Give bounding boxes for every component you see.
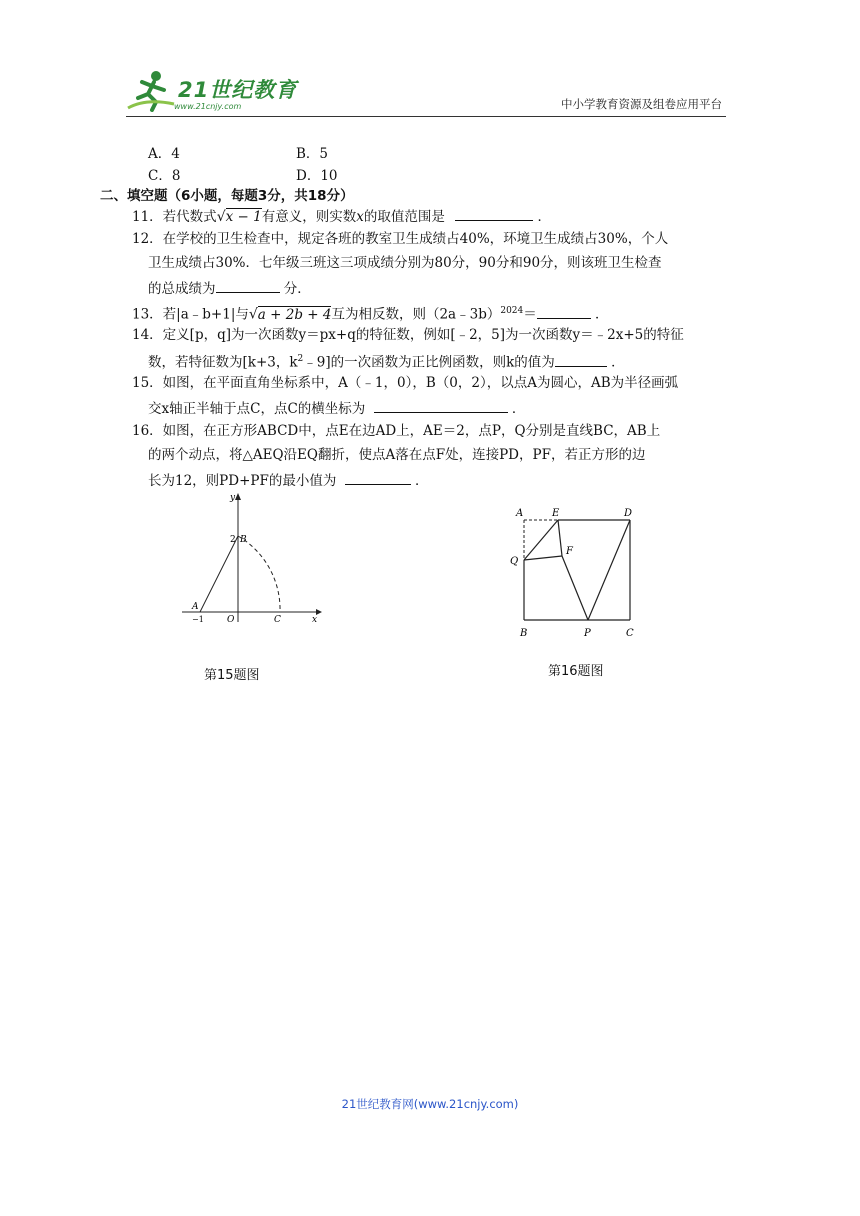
q12-answer-blank[interactable] — [216, 278, 280, 293]
question-16-line2: 的两个动点，将△AEQ沿EQ翻折，使点A落在点F处，连接PD，PF，若正方形的边 — [148, 447, 646, 463]
question-12-line2: 卫生成绩占30%．七年级三班这三项成绩分别为80分，90分和90分，则该班卫生检查 — [148, 255, 662, 271]
q11-radicand: x − 1 — [225, 209, 262, 225]
option-c: C．8 — [148, 168, 181, 184]
label-x: x — [312, 615, 318, 625]
q11-answer-blank[interactable] — [455, 206, 533, 221]
label-a: A — [516, 508, 524, 519]
question-14-line1: 14．定义[p，q]为一次函数y＝px+q的特征数，例如[﹣2，5]为一次函数y＝﹣2x+5的特征 — [132, 327, 684, 343]
question-14-line2: 数，若特征数为[k+3，$k^2﹣9$]的一次函数为正比例函数，则k的值为 ． — [148, 350, 625, 372]
label-f: F — [566, 546, 573, 557]
segment-pf — [562, 556, 588, 620]
question-15-line1: 15．如图，在平面直角坐标系中，A（﹣1，0），B（0，2），以点A为圆心，AB为半径画弧 — [132, 375, 679, 391]
platform-name: 中小学教育资源及组卷应用平台 — [561, 97, 722, 111]
question-12-line3: 的总成绩为 分． — [148, 278, 311, 298]
label-neg1: −1 — [192, 615, 204, 624]
question-11: 11．若代数式√x − 1有意义，则实数x的取值范围是 ． — [132, 206, 551, 226]
label-a: A — [192, 602, 199, 612]
label-b: B — [520, 628, 528, 639]
arc-bc — [238, 536, 280, 612]
question-13: 13．若|a﹣b+1|与√a + 2b + 4互为相反数，则（2a﹣3b）$^{2024}$＝ ． — [132, 302, 609, 324]
segment-ef — [558, 520, 562, 556]
page-header — [118, 62, 728, 118]
label-d: D — [624, 508, 633, 519]
q16-answer-blank[interactable] — [345, 470, 411, 485]
option-b: B．5 — [296, 146, 329, 162]
segment-pd — [588, 520, 630, 620]
segment-qf — [524, 556, 562, 560]
logo-url: www.21cnjy.com — [174, 102, 242, 111]
figure-16-caption: 第16题图 — [548, 664, 604, 679]
q14-answer-blank[interactable] — [555, 352, 607, 367]
question-15-line2: 交x轴正半轴于点C，点C的横坐标为 ． — [148, 398, 525, 418]
header-divider — [126, 116, 726, 117]
label-c: C — [626, 628, 634, 639]
label-c: C — [274, 615, 281, 625]
segment-ab — [200, 536, 238, 612]
question-12-line1: 12．在学校的卫生检查中，规定各班的教室卫生成绩占40%，环境卫生成绩占30%，个人 — [132, 231, 669, 247]
footer-link[interactable]: 21世纪教育网(www.21cnjy.com) — [341, 1097, 519, 1111]
logo-text: 21世纪教育 — [178, 78, 298, 102]
figure-15-caption: 第15题图 — [204, 668, 260, 683]
option-a: A．4 — [148, 146, 180, 162]
label-o: O — [227, 615, 235, 625]
label-y: y — [230, 493, 236, 503]
label-e: E — [552, 508, 560, 519]
logo — [126, 68, 316, 118]
label-q: Q — [510, 556, 519, 567]
segment-qe — [524, 520, 558, 560]
question-16-line1: 16．如图，在正方形ABCD中，点E在边AD上，AE＝2，点P，Q分别是直线BC，AB上 — [132, 423, 661, 439]
option-d: D．10 — [296, 168, 338, 184]
label-2: 2 — [230, 535, 236, 545]
q15-answer-blank[interactable] — [374, 398, 508, 413]
section-title: 二、填空题（6小题，每题3分，共18分） — [100, 188, 354, 204]
label-p: P — [584, 628, 591, 639]
q13-answer-blank[interactable] — [537, 304, 591, 319]
q13-radicand: a + 2b + 4 — [257, 306, 332, 323]
figure-16 — [506, 500, 646, 644]
label-b: B — [240, 535, 247, 545]
figure-15 — [176, 490, 326, 630]
question-16-line3: 长为12，则PD+PF的最小值为 ． — [148, 470, 428, 490]
runner-logo-icon — [126, 68, 176, 112]
